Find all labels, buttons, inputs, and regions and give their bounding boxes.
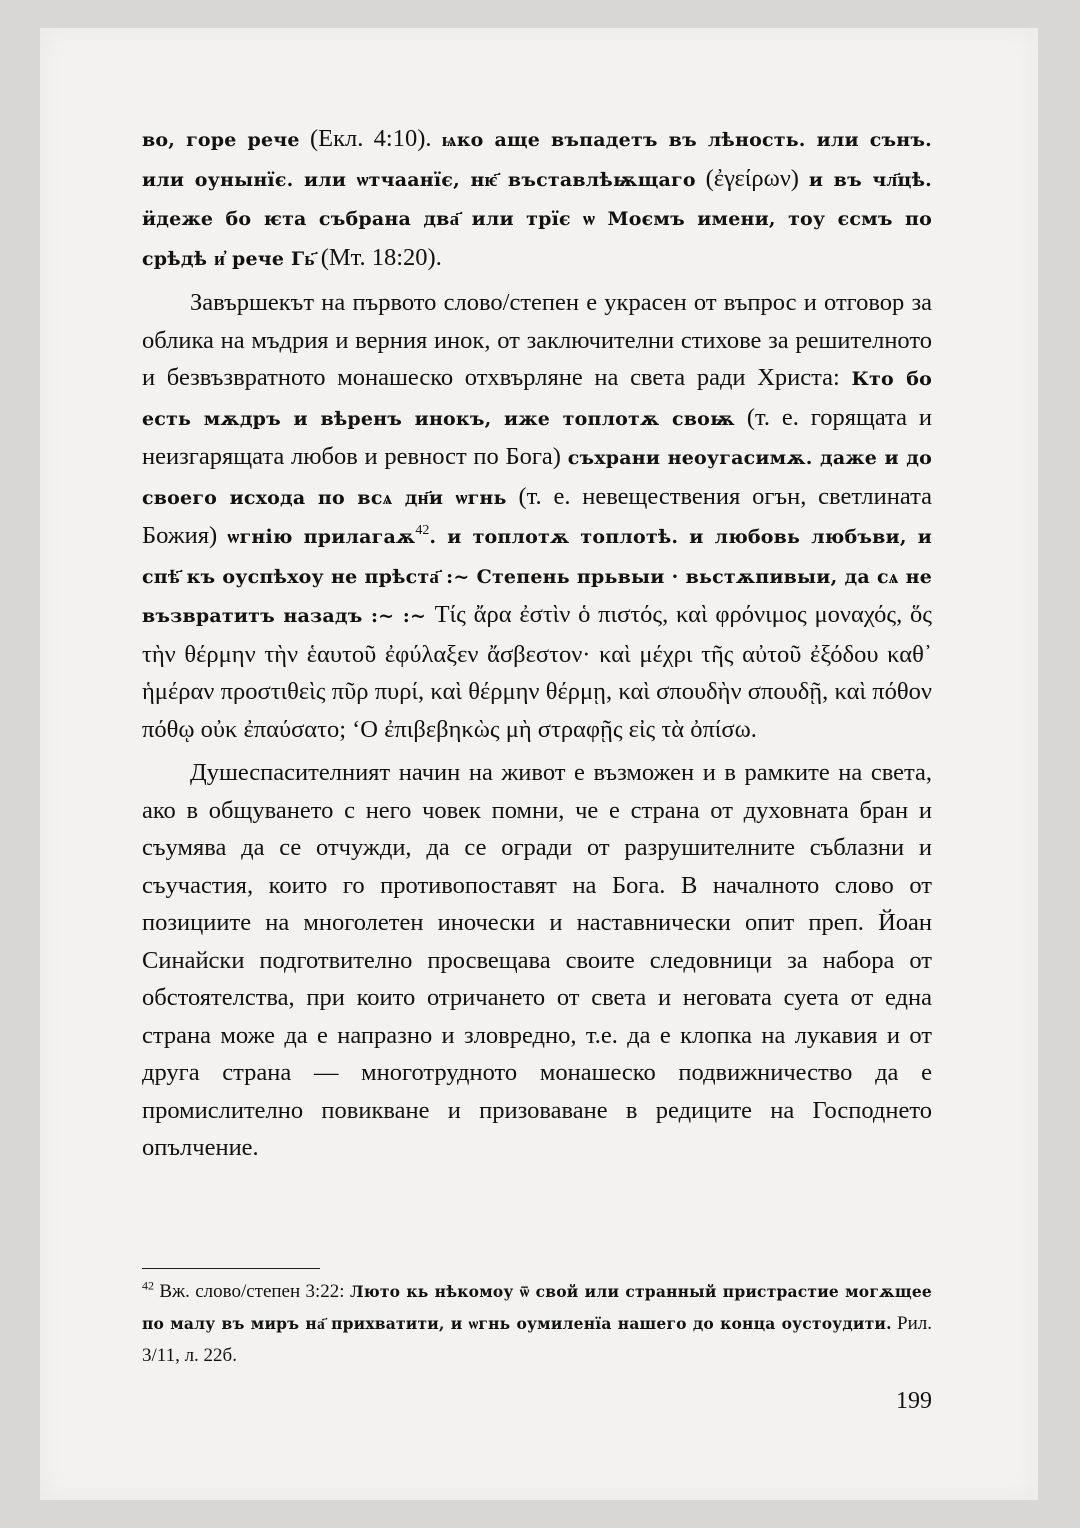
greek-quote: Τίς ἄρα ἐστὶν ὁ πιστός, καὶ φρόνιμος μοναχός, ὅς τὴν θέρμην τὴν ἑαυτοῦ ἐφύλαξεν ἄσβεστον· καὶ μέχρι τῆς αὐτοῦ ἐξόδου καθ᾽ ἡμέραν προστιθεὶς πῦρ πυρί, καὶ θέρμην θέρμῃ, καὶ σπουδὴν σπουδῇ, καὶ πόθον πόθῳ οὐκ ἐπαύσατο; ‘Ο ἐπιβεβηκὼς μὴ στραφῇς εἰς τὰ ὀπίσω.	[142, 601, 932, 743]
church-slavonic-quote: съхрани неоугасимѫ. даже и до своего исхода по всѧ дн҃и ѡгнь	[142, 447, 932, 509]
citation: (Екл. 4:10).	[299, 125, 442, 152]
citation: (Мт. 18:20).	[314, 243, 442, 271]
gloss: (т. е. невеществения огън, светлината Божия)	[142, 482, 932, 549]
footnote-reference[interactable]: 42	[415, 522, 430, 538]
paragraph-3: Душеспасителният начин на живот е възможен и в рамките на света, ако в общуването с него човек помни, че е страна от духовната бран и съумява да се отчужди, да се огради от разрушителните съблазни и съучастия, които го противопоставят на Бога. В началното слово от позициите на многолетен иночески и наставнически опит преп. Йоан Синайски подготвително просвещава своите следовници за набора от обстоятелства, при които отричането от света и неговата суета от една страна може да е напразно и зловредно, т.е. да е клопка на лукавия и от друга страна — многотрудното монашеско подвижничество да е промислително повикване и призоваване в редиците на Господнето опълчение.	[142, 759, 932, 1161]
church-slavonic-quote: во, горе рече	[142, 129, 300, 151]
footnote-number: 42	[142, 1278, 154, 1293]
church-slavonic-quote: Кто бо есть мѫдръ и вѣренъ инокъ, иже топлотѫ своѭ	[142, 368, 933, 430]
footnote-text: Вж. слово/степен 3:22:	[154, 1281, 350, 1302]
book-page	[40, 28, 1038, 1500]
church-slavonic-quote: . и топлотѫ топлотѣ. и любовь любъви, и спѣ҃ къ оуспѣхоу не прѣста҃ :~ Степень прьвыи · вьстѫпивыи, да сѧ не възвратитъ назадъ :~ :~	[142, 526, 932, 627]
footnote	[142, 1276, 932, 1372]
church-slavonic-quote: ѩко аще въпадетъ въ лѣность. или сънъ. или оунынїє. или ѡтчаанїє, нѥ҃ въставлѣѭщаго	[142, 129, 932, 191]
footnote-divider	[142, 1268, 320, 1269]
paragraph-2	[142, 284, 932, 748]
greek-term: (ἐγείρων)	[695, 164, 809, 192]
paragraph-1	[142, 120, 932, 278]
church-slavonic-quote: ѡгнію прилагаѫ	[227, 526, 416, 548]
paragraph-text: Завършекът на първото слово/степен е украсен от въпрос и отговор за облика на мъдрия и верния инок, от заключителни стихове за решителното и безвъзвратното монашеско отхвърляне на света ради Христа:	[142, 289, 932, 391]
footnote-source: Рил. 3/11, л. 22б.	[142, 1313, 932, 1366]
page-number: 199	[896, 1388, 932, 1414]
gloss: (т. е. горящата и неизгарящата любов и ревност по Бога)	[142, 403, 933, 470]
footnote-slavonic-quote: Люто кь нѣкомоу ѿ свой или странный пристрастие могѫщее по малу въ миръ на҃ прихватити, и ѡгнь оумиленїа нашего до конца оустоудити.	[142, 1282, 932, 1333]
body-text	[142, 120, 932, 1167]
church-slavonic-quote: и въ чл҃цѣ. ӥдеже бо ѥта събрана два҃ или трїє ѡ Моємъ имени, тоу єсмъ по срѣдѣ и҆ рече Гь҃	[142, 168, 932, 270]
